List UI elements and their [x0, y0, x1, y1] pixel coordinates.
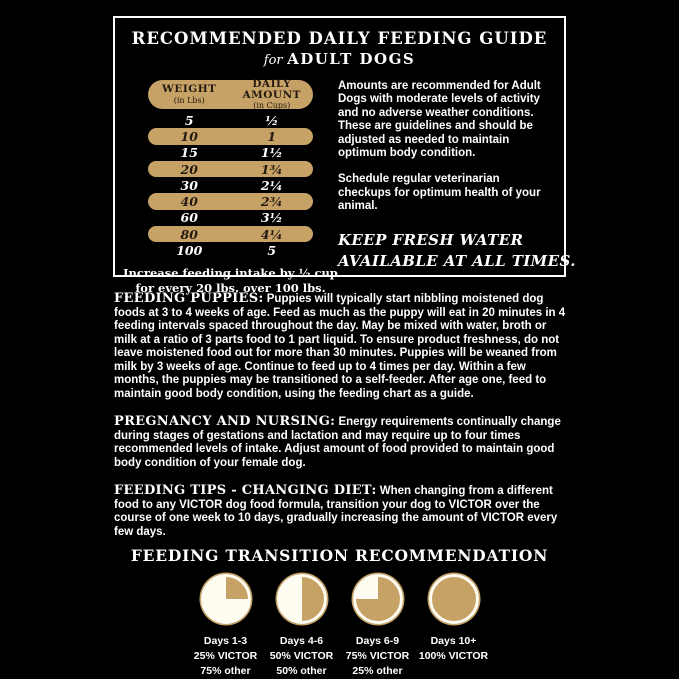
transition-item-days-4-6: Days 4-6 50% VICTOR 50% other [267, 574, 337, 677]
feeding-table-header [148, 80, 313, 109]
pie-chart-50-percent [277, 574, 327, 624]
transition-item-days-10-plus: Days 10+ 100% VICTOR [419, 574, 489, 677]
section-body: Puppies will typically start nibbling moistened dog foods at 3 to 4 weeks of age. Feed as much as the puppy will eat in 20 minutes in 4 feeding intervals spaced throughout the day. May be mixed with water, broth or milk at a ratio of 3 parts food to 1 part liquid. To ensure product freshness, do not leave moistened food out for more than 30 minutes. Puppies will be weaned from milk by 3 weeks of age. Continue to feed up to 4 times per day. Within a few months, the puppies may be transitioned to a self-feeder. After age one, feed to maintain good body condition, using the feeding chart as a guide. [114, 293, 566, 400]
section-body: Energy requirements continually change during stages of gestations and lactation and may require up to four times recommended levels of intake. Adjust amount of food provided to maintain good body condition of your female dog. [114, 416, 561, 469]
table-row: 60 3½ [180, 210, 283, 226]
guide-columns [115, 78, 576, 296]
transition-pies [0, 574, 679, 677]
section-feeding-tips [114, 484, 566, 539]
section-body: When changing from a different food to any VICTOR dog food formula, transition your dog to VICTOR over the course of one week to 10 days, gradually increasing the amount of VICTOR every few days. [114, 485, 558, 538]
info-paragraph-1: Amounts are recommended for Adult Dogs with moderate levels of activity and no adverse weather conditions. These are guidelines and should be adjusted as needed to maintain optimum body condition. [338, 80, 541, 160]
feeding-transition-section [0, 546, 679, 677]
table-row: 40 2¾ [148, 193, 313, 209]
table-row: 15 1½ [180, 145, 283, 161]
table-row: 30 2¼ [180, 177, 283, 193]
amount-header: DAILY AMOUNT (in Cups) [242, 78, 301, 110]
transition-item-days-6-9: Days 6-9 75% VICTOR 25% other [343, 574, 413, 677]
guide-subtitle-text: ADULT DOGS [287, 50, 416, 68]
guide-info-column [338, 80, 576, 296]
table-row: 80 4¼ [148, 226, 313, 242]
table-row: 5 ½ [184, 112, 279, 128]
water-notice: KEEP FRESH WATER AVAILABLE AT ALL TIMES. [338, 230, 576, 271]
section-heading: FEEDING PUPPIES: [114, 291, 264, 306]
table-row: 10 1 [148, 128, 313, 144]
info-paragraph-2: Schedule regular veterinarian checkups for optimum health of your animal. [338, 173, 541, 213]
feeding-table [123, 78, 338, 296]
instruction-sections [114, 292, 566, 553]
section-heading: FEEDING TIPS - CHANGING DIET: [114, 483, 377, 498]
section-feeding-puppies [114, 292, 566, 401]
table-row: 100 5 [176, 243, 277, 259]
pie-chart-75-percent [353, 574, 403, 624]
transition-item-days-1-3: Days 1-3 25% VICTOR 75% other [191, 574, 261, 677]
section-heading: PREGNANCY AND NURSING: [114, 414, 336, 429]
guide-subtitle-prefix: for [263, 53, 283, 68]
transition-title: FEEDING TRANSITION RECOMMENDATION [130, 546, 549, 565]
table-footnote: Increase feeding intake by ½ cup for every 20 lbs. over 100 lbs. [123, 265, 338, 295]
feeding-table-rows [148, 112, 313, 259]
guide-title: RECOMMENDED DAILY FEEDING GUIDE [131, 29, 548, 48]
guide-subtitle [115, 50, 564, 69]
section-pregnancy-nursing [114, 415, 566, 470]
pie-chart-100-percent [429, 574, 479, 624]
table-row: 20 1¾ [148, 161, 313, 177]
weight-header: WEIGHT (in Lbs) [162, 83, 217, 105]
feeding-guide-box [113, 16, 576, 295]
pie-chart-25-percent [201, 574, 251, 624]
